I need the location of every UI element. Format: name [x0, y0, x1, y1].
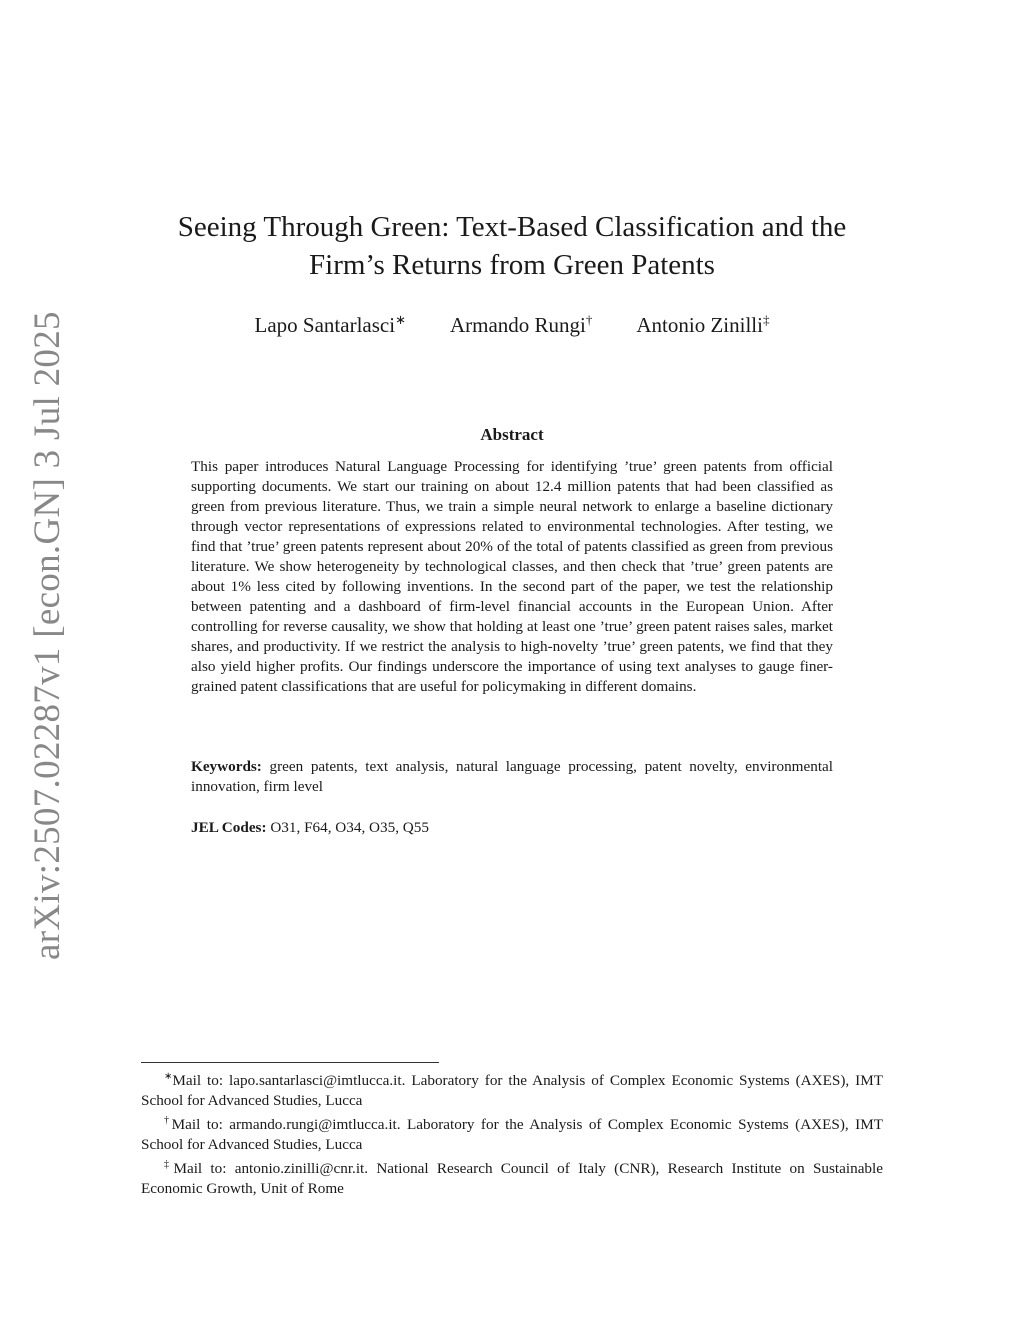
footnote-zinilli — [141, 1155, 883, 1199]
keywords-label: Keywords: — [191, 758, 262, 775]
author-name: Antonio Zinilli — [636, 313, 763, 337]
arxiv-identifier-stamp: arXiv:2507.02287v1 [econ.GN] 3 Jul 2025 — [27, 311, 68, 960]
author-footnote-mark: † — [585, 312, 593, 327]
jel-codes-text: O31, F64, O34, O35, Q55 — [270, 819, 429, 836]
jel-codes-label: JEL Codes: — [191, 819, 267, 836]
title-line-1: Seeing Through Green: Text-Based Classification and the — [177, 211, 847, 243]
author-footnote-mark: ∗ — [395, 312, 406, 327]
author-list — [140, 312, 884, 338]
author-rungi — [450, 312, 592, 338]
author-name: Armando Rungi — [449, 313, 586, 337]
footnote-rungi — [141, 1111, 883, 1155]
keywords-text: green patents, text analysis, natural language processing, patent novelty, environmental innovation, firm level — [191, 758, 833, 795]
keywords-section — [191, 757, 833, 797]
footnote-text: Mail to: armando.rungi@imtlucca.it. Laboratory for the Analysis of Complex Economic Systems (AXES), IMT School for Advanced Studies, Lucca — [141, 1116, 883, 1154]
author-name: Lapo Santarlasci — [254, 313, 396, 337]
footnote-mark: ‡ — [164, 1159, 174, 1171]
abstract-heading: Abstract — [480, 425, 544, 444]
abstract-body: This paper introduces Natural Language Processing for identifying ’true’ green patents from official supporting documents. We start our training on about 12.4 million patents that had been classified as green from previous literature. Thus, we train a simple neural network to enlarge a baseline dictionary through vector representations of expressions related to environmental technologies. After testing, we find that ’true’ green patents represent about 20% of the total of patents classified as green from previous literature. We show heterogeneity by technological classes, and then check that ’true’ green patents are about 1% less cited by following inventions. In the second part of the paper, we test the relationship between patenting and a dashboard of firm-level financial accounts in the European Union. After controlling for reverse causality, we show that holding at least one ’true’ green patent raises sales, market shares, and productivity. If we restrict the analysis to high-novelty ’true’ green patents, we find that they also yield higher profits. Our findings underscore the importance of using text analyses to gauge finer-grained patent classifications that are useful for policymaking in different domains. — [191, 458, 833, 695]
author-footnote-mark: ‡ — [762, 312, 770, 327]
footnote-mark: † — [164, 1115, 172, 1127]
jel-codes-section — [191, 818, 833, 838]
footnotes — [141, 1067, 883, 1199]
footnote-divider — [141, 1062, 439, 1063]
footnote-santarlasci — [141, 1067, 883, 1111]
paper-title — [140, 208, 884, 284]
footnote-mark: ∗ — [164, 1071, 173, 1082]
title-line-2: Firm’s Returns from Green Patents — [309, 249, 715, 281]
footnote-text: Mail to: antonio.zinilli@cnr.it. National Research Council of Italy (CNR), Research Institute on Sustainable Economic Growth, Unit of Rome — [141, 1160, 883, 1198]
author-zinilli — [636, 312, 769, 338]
author-santarlasci — [255, 312, 406, 338]
footnote-text: Mail to: lapo.santarlasci@imtlucca.it. Laboratory for the Analysis of Complex Economic Systems (AXES), IMT School for Advanced Studies, Lucca — [141, 1072, 883, 1110]
